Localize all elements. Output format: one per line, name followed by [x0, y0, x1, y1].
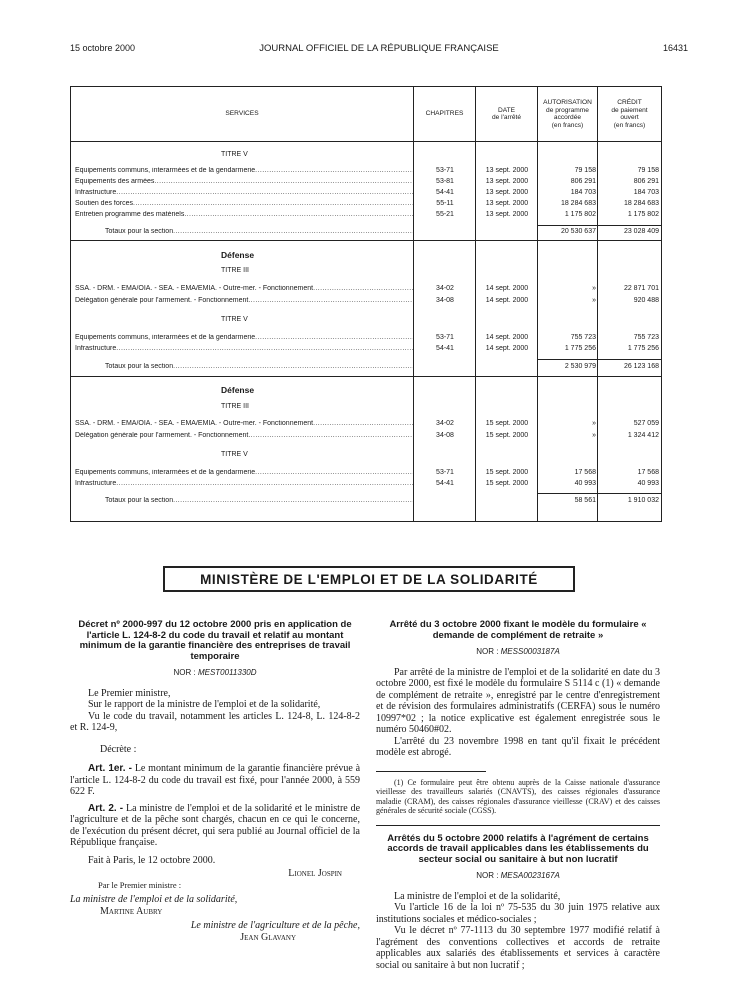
- signature-minister: Jean Glavany: [240, 931, 296, 943]
- titre-heading: TITRE V: [221, 451, 248, 458]
- titre-heading: TITRE III: [221, 403, 249, 410]
- table-row: Equipements des armées ..... 53-81 13 sept. 2000 806 291 806 291: [71, 178, 661, 189]
- arrete-title: Arrêté du 3 octobre 2000 fixant le modèle du formulaire « demande de complément de retraite »: [389, 619, 647, 641]
- col-header-chapitres: CHAPITRES: [425, 110, 464, 118]
- ministry-banner: MINISTÈRE DE L'EMPLOI ET DE LA SOLIDARITÉ: [163, 566, 575, 592]
- titre-heading: TITRE V: [221, 151, 248, 158]
- signature-minister: Martine Aubry: [100, 905, 163, 917]
- signature-date: Fait à Paris, le 12 octobre 2000.: [88, 854, 216, 866]
- article-2: Art. 2. - La ministre de l'emploi et de la solidarité et le ministre de l'agriculture et de la pêche sont chargés, chacun en ce qui le concerne, de l'exécution du présent décret, qui sera publié au Journal officiel de la République française.: [70, 802, 361, 848]
- signature-pm: Lionel Jospin: [288, 868, 342, 879]
- col-header-services: SERVICES: [225, 110, 259, 118]
- total-row: Totaux pour la section ..... 2 530 979 26 123 168: [71, 363, 661, 374]
- text-paragraph: L'arrêté du 23 novembre 1998 en tant qu'il fixait le précédent modèle est abrogé.: [376, 735, 660, 758]
- table-row: Infrastructure ..... 54-41 15 sept. 2000 40 993 40 993: [71, 480, 661, 491]
- table-row: Equipements communs, interarmées et de la gendarmerie ..... 53-71 13 sept. 2000 79 158 79 158: [71, 167, 661, 178]
- left-column: [70, 620, 360, 943]
- table-row: SSA. - DRM. - EMA/OIA. - SEA. - EMA/EMIA. - Outre-mer. - Fonctionnement ..... 34-02 14 sept. 2000 » 22 871 701: [71, 285, 661, 296]
- titre-heading: TITRE V: [221, 316, 248, 323]
- text-paragraph: La ministre de l'emploi et de la solidarité,: [394, 890, 561, 902]
- col-header-date: DATE de l'arrêté: [491, 106, 522, 121]
- table-row: SSA. - DRM. - EMA/OIA. - SEA. - EMA/EMIA. - Outre-mer. - Fonctionnement ..... 34-02 15 sept. 2000 » 527 059: [71, 420, 661, 431]
- article-1: Art. 1er. - Le montant minimum de la garantie financière prévue à l'article L. 124-8-2 du code du travail est fixé, pour l'année 2000, à 559 622 F.: [70, 763, 361, 797]
- table-row: Infrastructure ..... 54-41 13 sept. 2000 184 703 184 703: [71, 189, 661, 200]
- text-paragraph: Sur le rapport de la ministre de l'emploi et de la solidarité,: [88, 699, 321, 710]
- table-row: Entretien programme des matériels ..... 55-21 13 sept. 2000 1 175 802 1 175 802: [71, 211, 661, 222]
- titre-heading: TITRE III: [221, 267, 249, 274]
- header-date: 15 octobre 2000: [70, 43, 136, 53]
- total-row: Totaux pour la section ..... 20 530 637 23 028 409: [71, 228, 661, 239]
- section-heading: Défense: [221, 385, 255, 395]
- text-paragraph: Vu le code du travail, notamment les articles L. 124-8, L. 124-8-2 et R. 124-9,: [70, 710, 360, 733]
- par-premier-ministre: Par le Premier ministre :: [98, 879, 182, 890]
- text-paragraph: Le Premier ministre,: [88, 687, 171, 699]
- text-paragraph: Vu l'article 16 de la loi nº 75-535 du 30 juin 1975 relative aux institutions sociales et médico-sociales ;: [376, 902, 660, 925]
- page-header: [70, 43, 688, 57]
- minister-title: Le ministre de l'agriculture et de la pêche,: [190, 920, 360, 931]
- table-row: Délégation générale pour l'armement. - Fonctionnement ..... 34-08 14 sept. 2000 » 920 488: [71, 297, 661, 308]
- arrete-title: Arrêtés du 5 octobre 2000 relatifs à l'agrément de certains accords de travail applicables dans les établissements du secteur social ou sanitaire à but non lucratif: [387, 832, 649, 865]
- table-row: Equipements communs, interarmées et de la gendarmerie ..... 53-71 14 sept. 2000 755 723 755 723: [71, 334, 661, 345]
- journal-title: JOURNAL OFFICIEL DE LA RÉPUBLIQUE FRANÇAISE: [259, 43, 499, 54]
- table-row: Délégation générale pour l'armement. - Fonctionnement ..... 34-08 15 sept. 2000 » 1 324 412: [71, 432, 661, 443]
- col-header-autorisation: AUTORISATION de programme accordée (en francs): [543, 99, 592, 129]
- credits-table: [70, 86, 662, 522]
- text-paragraph: Vu le décret nº 77-1113 du 30 septembre 1977 modifié relatif à l'agrément des conventions collectives et accords de retraite applicables aux salariés des établissements et services à caractère social ou sanitaire à but non lucratif ;: [376, 925, 660, 971]
- col-header-credit: CRÉDIT de paiement ouvert (en francs): [611, 99, 648, 129]
- section-heading: Défense: [221, 250, 255, 260]
- minister-title: La ministre de l'emploi et de la solidarité,: [70, 894, 238, 905]
- decrete-heading: Décrète :: [100, 743, 137, 755]
- nor-reference: NOR : MESS0003187A: [476, 647, 560, 656]
- total-row: Totaux pour la section ..... 58 561 1 910 032: [71, 497, 661, 508]
- right-column: [376, 620, 660, 971]
- table-row: Soutien des forces ..... 55-11 13 sept. 2000 18 284 683 18 284 683: [71, 200, 661, 211]
- decree-title: Décret nº 2000-997 du 12 octobre 2000 pris en application de l'article L. 124-8-2 du code du travail et relatif au montant minimum de la garantie financière des entreprises de travail temporaire: [78, 619, 352, 662]
- table-row: Infrastructure ..... 54-41 14 sept. 2000 1 775 256 1 775 256: [71, 345, 661, 356]
- text-paragraph: Par arrêté de la ministre de l'emploi et de la solidarité en date du 3 octobre 2000, est fixé le modèle du formulaire S 5114 c (1) « demande de complément de retraite », enregistré par le centre d'enregistrement et de révision des formulaires administratifs (CERFA) sous le numéro 10997*02 ; la notice explicative est également enregistrée sous le numéro 50460#02.: [376, 666, 660, 735]
- nor-reference: NOR : MESA0023167A: [476, 871, 560, 880]
- table-row: Equipements communs, interarmées et de la gendarmerie ..... 53-71 15 sept. 2000 17 568 17 568: [71, 469, 661, 480]
- page-number: 16431: [662, 43, 688, 53]
- nor-reference: NOR : MEST0011330D: [173, 668, 257, 677]
- footnote: (1) Ce formulaire peut être obtenu auprès de la Caisse nationale d'assurance vieillesse des travailleurs salariés (CNAVTS), des caisses régionales d'assurance maladie (CRAM), des caisses régionales d'assurance vieillesse (CRAV) et des caisses générales de sécurité sociale (CGSS).: [376, 777, 660, 815]
